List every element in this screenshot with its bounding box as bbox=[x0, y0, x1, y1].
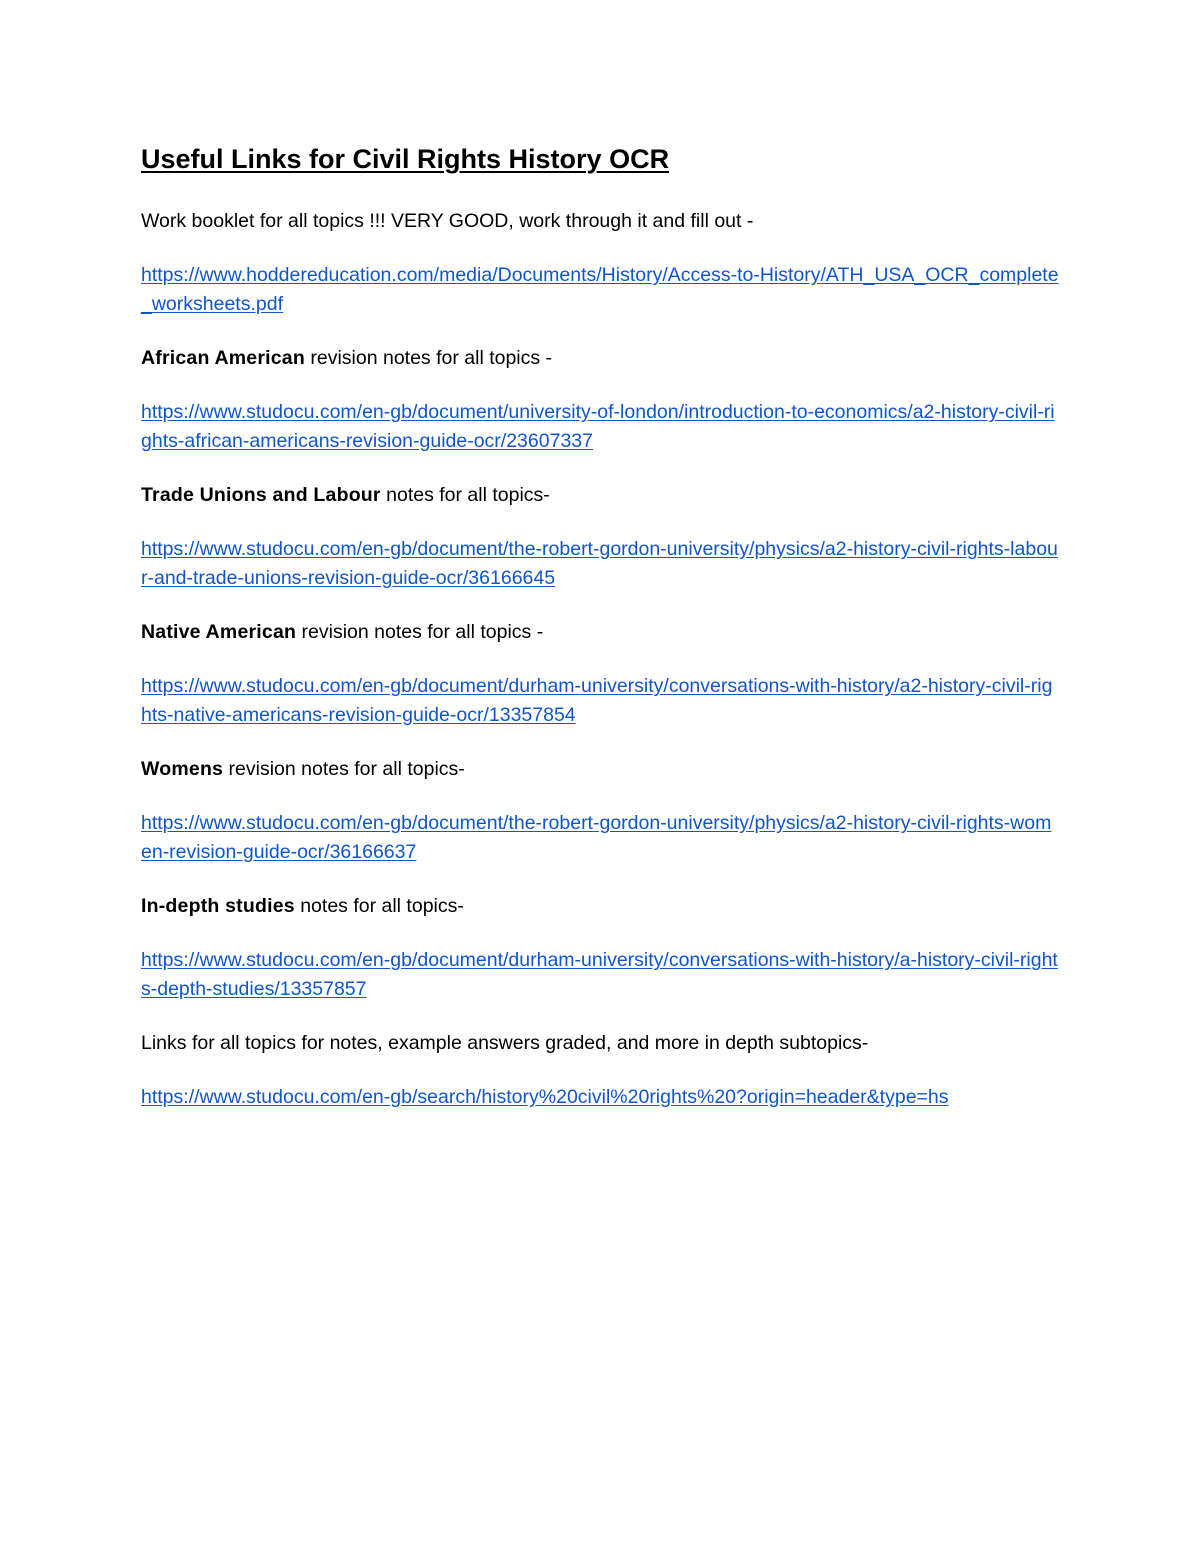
section-heading-bold: In-depth studies bbox=[141, 895, 295, 917]
document-page bbox=[141, 138, 1059, 1137]
trade-unions-link[interactable]: https://www.studocu.com/en-gb/document/the-robert-gordon-university/physics/a2-history-civil-rights-labour-and-trade-unions-revision-guide-ocr/36166645 bbox=[141, 538, 1058, 589]
section-heading-native-american bbox=[141, 618, 1059, 647]
worksheets-link[interactable]: https://www.hoddereducation.com/media/Documents/History/Access-to-History/ATH_USA_OCR_complete_worksheets.pdf bbox=[141, 264, 1059, 315]
section-heading-bold: African American bbox=[141, 347, 305, 369]
search-link[interactable]: https://www.studocu.com/en-gb/search/history%20civil%20rights%20?origin=header&type=hs bbox=[141, 1086, 949, 1108]
section-heading-rest: revision notes for all topics - bbox=[304, 347, 553, 369]
page-title: Useful Links for Civil Rights History OCR bbox=[141, 144, 670, 174]
section-heading-in-depth-studies bbox=[141, 892, 1059, 921]
section-heading-rest: notes for all topics- bbox=[380, 484, 550, 506]
section-heading-african-american bbox=[141, 344, 1059, 373]
womens-link[interactable]: https://www.studocu.com/en-gb/document/the-robert-gordon-university/physics/a2-history-civil-rights-women-revision-guide-ocr/36166637 bbox=[141, 812, 1052, 863]
native-american-link[interactable]: https://www.studocu.com/en-gb/document/durham-university/conversations-with-history/a2-history-civil-rights-native-americans-revision-guide-ocr/13357854 bbox=[141, 675, 1053, 726]
section-heading-bold: Trade Unions and Labour bbox=[141, 484, 381, 506]
section-heading-rest: revision notes for all topics- bbox=[223, 758, 465, 780]
section-heading-bold: Native American bbox=[141, 621, 297, 643]
section-heading-trade-unions bbox=[141, 481, 1059, 510]
intro-text: Work booklet for all topics !!! VERY GOOD, work through it and fill out - bbox=[141, 210, 754, 232]
in-depth-studies-link[interactable]: https://www.studocu.com/en-gb/document/durham-university/conversations-with-history/a-history-civil-rights-depth-studies/13357857 bbox=[141, 949, 1058, 1000]
section-heading-rest: notes for all topics- bbox=[294, 895, 464, 917]
section-heading-womens bbox=[141, 755, 1059, 784]
section-heading-rest: revision notes for all topics - bbox=[296, 621, 544, 643]
african-american-link[interactable]: https://www.studocu.com/en-gb/document/university-of-london/introduction-to-economics/a2-history-civil-rights-african-americans-revision-guide-ocr/23607337 bbox=[141, 401, 1055, 452]
closing-text: Links for all topics for notes, example answers graded, and more in depth subtopics- bbox=[141, 1032, 869, 1054]
section-heading-bold: Womens bbox=[141, 758, 224, 780]
